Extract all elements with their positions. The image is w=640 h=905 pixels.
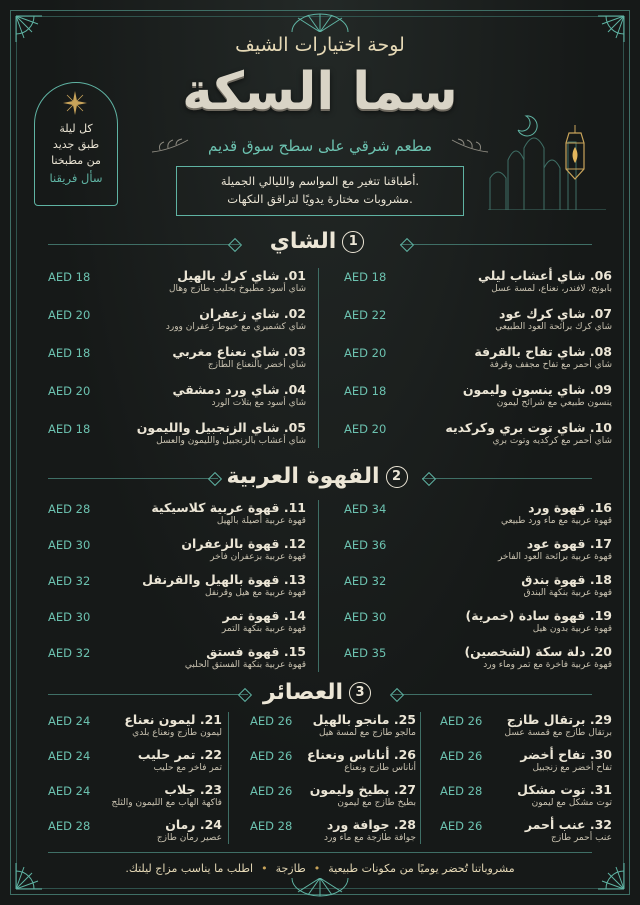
menu-item-price: AED 34 (344, 502, 387, 516)
section-title-text: القهوة العربية (226, 464, 380, 489)
menu-item-price: AED 20 (48, 308, 91, 322)
menu-item (106, 644, 306, 670)
menu-item-description: ينسون طبيعي مع شرائح ليمون (496, 398, 612, 408)
menu-item-price: AED 30 (48, 538, 91, 552)
column-separator (420, 712, 421, 844)
menu-item-name: 15. قهوة فستق (206, 644, 306, 659)
menu-item-description: مالجو طازج مع لمسة هيل (319, 728, 416, 738)
banner-line-1: أطباقنا تتغير مع المواسم والليالي الجميلة. (220, 174, 420, 188)
menu-item-price: AED 18 (344, 384, 387, 398)
leaf-ornament-icon (150, 136, 190, 156)
menu-item-description: قهوة عربية مع هيل وقرنفل (204, 588, 306, 598)
menu-item-name: 30. تفاح أخضر (520, 747, 612, 762)
menu-item-description: تفاح أخضر مع زنجبيل (532, 763, 612, 773)
menu-item-name: 28. جوافة ورد (326, 817, 416, 832)
menu-item-price: AED 26 (250, 784, 293, 798)
section-number-badge: 1 (342, 231, 364, 253)
separator-dot-icon: • (313, 862, 321, 875)
footer-part-2: طازجة (275, 862, 306, 875)
menu-item-name: 26. أناناس ونعناع (306, 747, 416, 762)
menu-item-name: 32. عنب أحمر (524, 817, 612, 832)
section-number-badge: 3 (349, 682, 371, 704)
menu-item-price: AED 22 (344, 308, 387, 322)
menu-item (352, 608, 612, 634)
menu-item (72, 817, 222, 843)
arch-line-1: كل ليلة (59, 122, 93, 135)
menu-item-name: 03. شاي نعناع مغربي (172, 344, 306, 359)
section-title-tea (0, 229, 640, 254)
menu-item-description: فاكهة الهاب مع الليمون والثلج (111, 798, 222, 808)
corner-ornament-icon (14, 861, 44, 891)
menu-item-description: شاي أخضر بالنعناع الطازج (207, 360, 306, 370)
menu-item-price: AED 24 (48, 714, 91, 728)
menu-item-description: شاي أحمر مع تفاح مجفف وقرفة (489, 360, 612, 370)
menu-item-description: قهوة عربية برائحة العود الفاخر (497, 552, 612, 562)
menu-item (462, 817, 612, 843)
menu-item (72, 782, 222, 808)
menu-item-name: 27. بطيخ وليمون (309, 782, 416, 797)
menu-item-description: قهوة عربية مع ماء ورد طبيعي (500, 516, 612, 526)
menu-item-description: شاي كشميري مع خيوط زعفران وورد (165, 322, 306, 332)
menu-item-name: 14. قهوة تمر (222, 608, 306, 623)
menu-item-description: عصير رمان طازج (156, 833, 222, 843)
menu-item-price: AED 18 (48, 422, 91, 436)
menu-item (72, 712, 222, 738)
menu-item-description: شاي كرك برائحة العود الطبيعي (495, 322, 612, 332)
menu-item-price: AED 26 (440, 714, 483, 728)
menu-item-description: أناناس طازج ونعناع (344, 763, 416, 773)
menu-item-name: 25. مانجو بالهيل (312, 712, 416, 727)
menu-item-name: 08. شاي تفاح بالقرفة (474, 344, 612, 359)
menu-item-price: AED 32 (344, 574, 387, 588)
menu-item (352, 500, 612, 526)
menu-item-description: شاي أسود مطبوخ بحليب طازج وهال (169, 284, 306, 294)
menu-item-price: AED 28 (440, 784, 483, 798)
banner-line-2: مشروبات مختارة يدويًا لتراقق النكهات. (227, 192, 413, 206)
menu-item-description: شاي أحمر مع كركديه وتوت بري (492, 436, 612, 446)
menu-item-description: قهوة عربية بنكهة الفستق الحلبي (184, 660, 306, 670)
fan-ornament-icon (290, 878, 350, 898)
menu-item-description: قهوة عربية بنكهة البندق (523, 588, 612, 598)
footer-part-1: مشروباتنا تُحضر يوميًا من مكونات طبيعية (328, 862, 515, 875)
menu-item-name: 05. شاي الزنجبيل والليمون (136, 420, 306, 435)
fan-ornament-icon (290, 12, 350, 32)
menu-item-price: AED 28 (48, 502, 91, 516)
menu-item-description: برتقال طازج مع قمسة عسل (504, 728, 612, 738)
menu-item-description: قهوة عربية بزعفران فاخر (210, 552, 306, 562)
arch-line-3: من مطبخنا (51, 154, 101, 167)
menu-item-price: AED 30 (48, 610, 91, 624)
menu-item (352, 536, 612, 562)
menu-item (72, 747, 222, 773)
menu-item-price: AED 20 (344, 422, 387, 436)
menu-item (106, 268, 306, 294)
menu-item-name: 06. شاي أعشاب ليلي (478, 268, 612, 283)
menu-item-name: 18. قهوة بندق (521, 572, 612, 587)
section-title-text: الشاي (269, 229, 337, 254)
menu-item (106, 306, 306, 332)
column-separator (228, 712, 229, 844)
section-title-juices (0, 680, 640, 705)
lantern-icon (560, 125, 590, 185)
menu-item-price: AED 24 (48, 784, 91, 798)
menu-item-price: AED 24 (48, 749, 91, 763)
menu-item-price: AED 26 (440, 749, 483, 763)
arch-line-2: طبق جديد (52, 138, 100, 151)
menu-item-name: 23. جلاب (164, 782, 222, 797)
menu-item-description: ليمون طازج ونعناع بلدي (132, 728, 222, 738)
menu-item-price: AED 26 (440, 819, 483, 833)
menu-item-description: بابونج، لافندر، نعناع، لمسة عسل (491, 284, 612, 294)
menu-item (106, 608, 306, 634)
menu-item-price: AED 35 (344, 646, 387, 660)
brand-name: سما السكة (182, 62, 458, 122)
menu-item-name: 12. قهوة بالزعفران (181, 536, 306, 551)
menu-item-price: AED 26 (250, 714, 293, 728)
menu-item-description: قهوة عربية بنكهة التمر (221, 624, 306, 634)
section-title-coffee (0, 464, 640, 489)
menu-item-name: 22. تمر حليب (137, 747, 222, 762)
footer-part-3: اطلب ما يناسب مزاج ليلتك. (125, 862, 254, 875)
menu-item-description: قهوة عربية بدون هيل (532, 624, 612, 634)
menu-item (352, 268, 612, 294)
menu-item-price: AED 20 (48, 384, 91, 398)
menu-item-price: AED 20 (344, 346, 387, 360)
menu-item-description: قهوة عربية أصيلة بالهيل (216, 516, 306, 526)
section-title-text: العصائر (262, 680, 344, 705)
menu-item-price: AED 18 (48, 346, 91, 360)
menu-item-name: 29. برتقال طازج (506, 712, 612, 727)
menu-item-description: توت مشكل مع ليمون (531, 798, 612, 808)
ask-team-link: سأل فريقنا (49, 171, 103, 185)
menu-item-price: AED 18 (48, 270, 91, 284)
menu-item-price: AED 28 (48, 819, 91, 833)
footer-note (60, 862, 580, 875)
menu-item (352, 382, 612, 408)
menu-item-description: عنب أحمر طازج (551, 833, 612, 843)
menu-item-price: AED 32 (48, 574, 91, 588)
menu-item-description: جوافة طازجة مع ماء ورد (323, 833, 416, 843)
star-icon (62, 90, 88, 116)
footer-divider (48, 852, 592, 853)
menu-item-price: AED 32 (48, 646, 91, 660)
menu-item (106, 420, 306, 446)
menu-item-name: 04. شاي ورد دمشقي (172, 382, 306, 397)
leaf-ornament-icon (450, 136, 490, 156)
column-separator (318, 500, 319, 672)
menu-item (462, 782, 612, 808)
menu-item-name: 13. قهوة بالهيل والقرنفل (142, 572, 306, 587)
menu-item (106, 572, 306, 598)
menu-item-name: 09. شاي ينسون وليمون (462, 382, 612, 397)
menu-item-name: 20. دلة سكة (لشخصين) (464, 644, 612, 659)
menu-item (462, 747, 612, 773)
menu-item (352, 644, 612, 670)
menu-item-description: تمر فاخر مع حليب (153, 763, 222, 773)
menu-item-name: 21. ليمون نعناع (124, 712, 222, 727)
menu-item (352, 420, 612, 446)
menu-item (106, 382, 306, 408)
section-number-badge: 2 (386, 466, 408, 488)
menu-item-description: شاي أسود مع بتلات الورد (211, 398, 306, 408)
menu-item-name: 07. شاي كرك عود (499, 306, 612, 321)
menu-item (352, 572, 612, 598)
menu-item-description: شاي أعشاب بالزنجبيل والليمون والعسل (156, 436, 306, 446)
menu-item-name: 01. شاي كرك بالهيل (177, 268, 306, 283)
menu-item-price: AED 26 (250, 749, 293, 763)
column-separator (318, 268, 319, 448)
menu-item-description: قهوة عربية فاخرة مع تمر وماء ورد (483, 660, 612, 670)
menu-item (462, 712, 612, 738)
separator-dot-icon: • (261, 862, 268, 875)
menu-item-price: AED 36 (344, 538, 387, 552)
menu-item-name: 11. قهوة عربية كلاسيكية (151, 500, 306, 515)
menu-item-description: بطيخ طازج مع ليمون (337, 798, 416, 808)
menu-item-name: 16. قهوة ورد (528, 500, 612, 515)
menu-item-name: 24. رمان (165, 817, 222, 832)
menu-item-name: 02. شاي زعفران (199, 306, 306, 321)
corner-ornament-icon (596, 861, 626, 891)
intro-banner (176, 166, 464, 216)
menu-item-price: AED 18 (344, 270, 387, 284)
menu-item-price: AED 30 (344, 610, 387, 624)
menu-item (106, 500, 306, 526)
menu-item-price: AED 28 (250, 819, 293, 833)
menu-item-name: 10. شاي توت بري وكركديه (445, 420, 612, 435)
menu-item (352, 306, 612, 332)
menu-item-name: 17. قهوة عود (526, 536, 612, 551)
menu-item (106, 536, 306, 562)
menu-item-name: 19. قهوة سادة (خمرية) (465, 608, 612, 623)
tagline: مطعم شرقي على سطح سوق قديم (207, 137, 433, 155)
chef-selection-title: لوحة اختيارات الشيف (235, 34, 405, 56)
menu-item (352, 344, 612, 370)
menu-item (106, 344, 306, 370)
menu-item-name: 31. توت مشكل (517, 782, 612, 797)
